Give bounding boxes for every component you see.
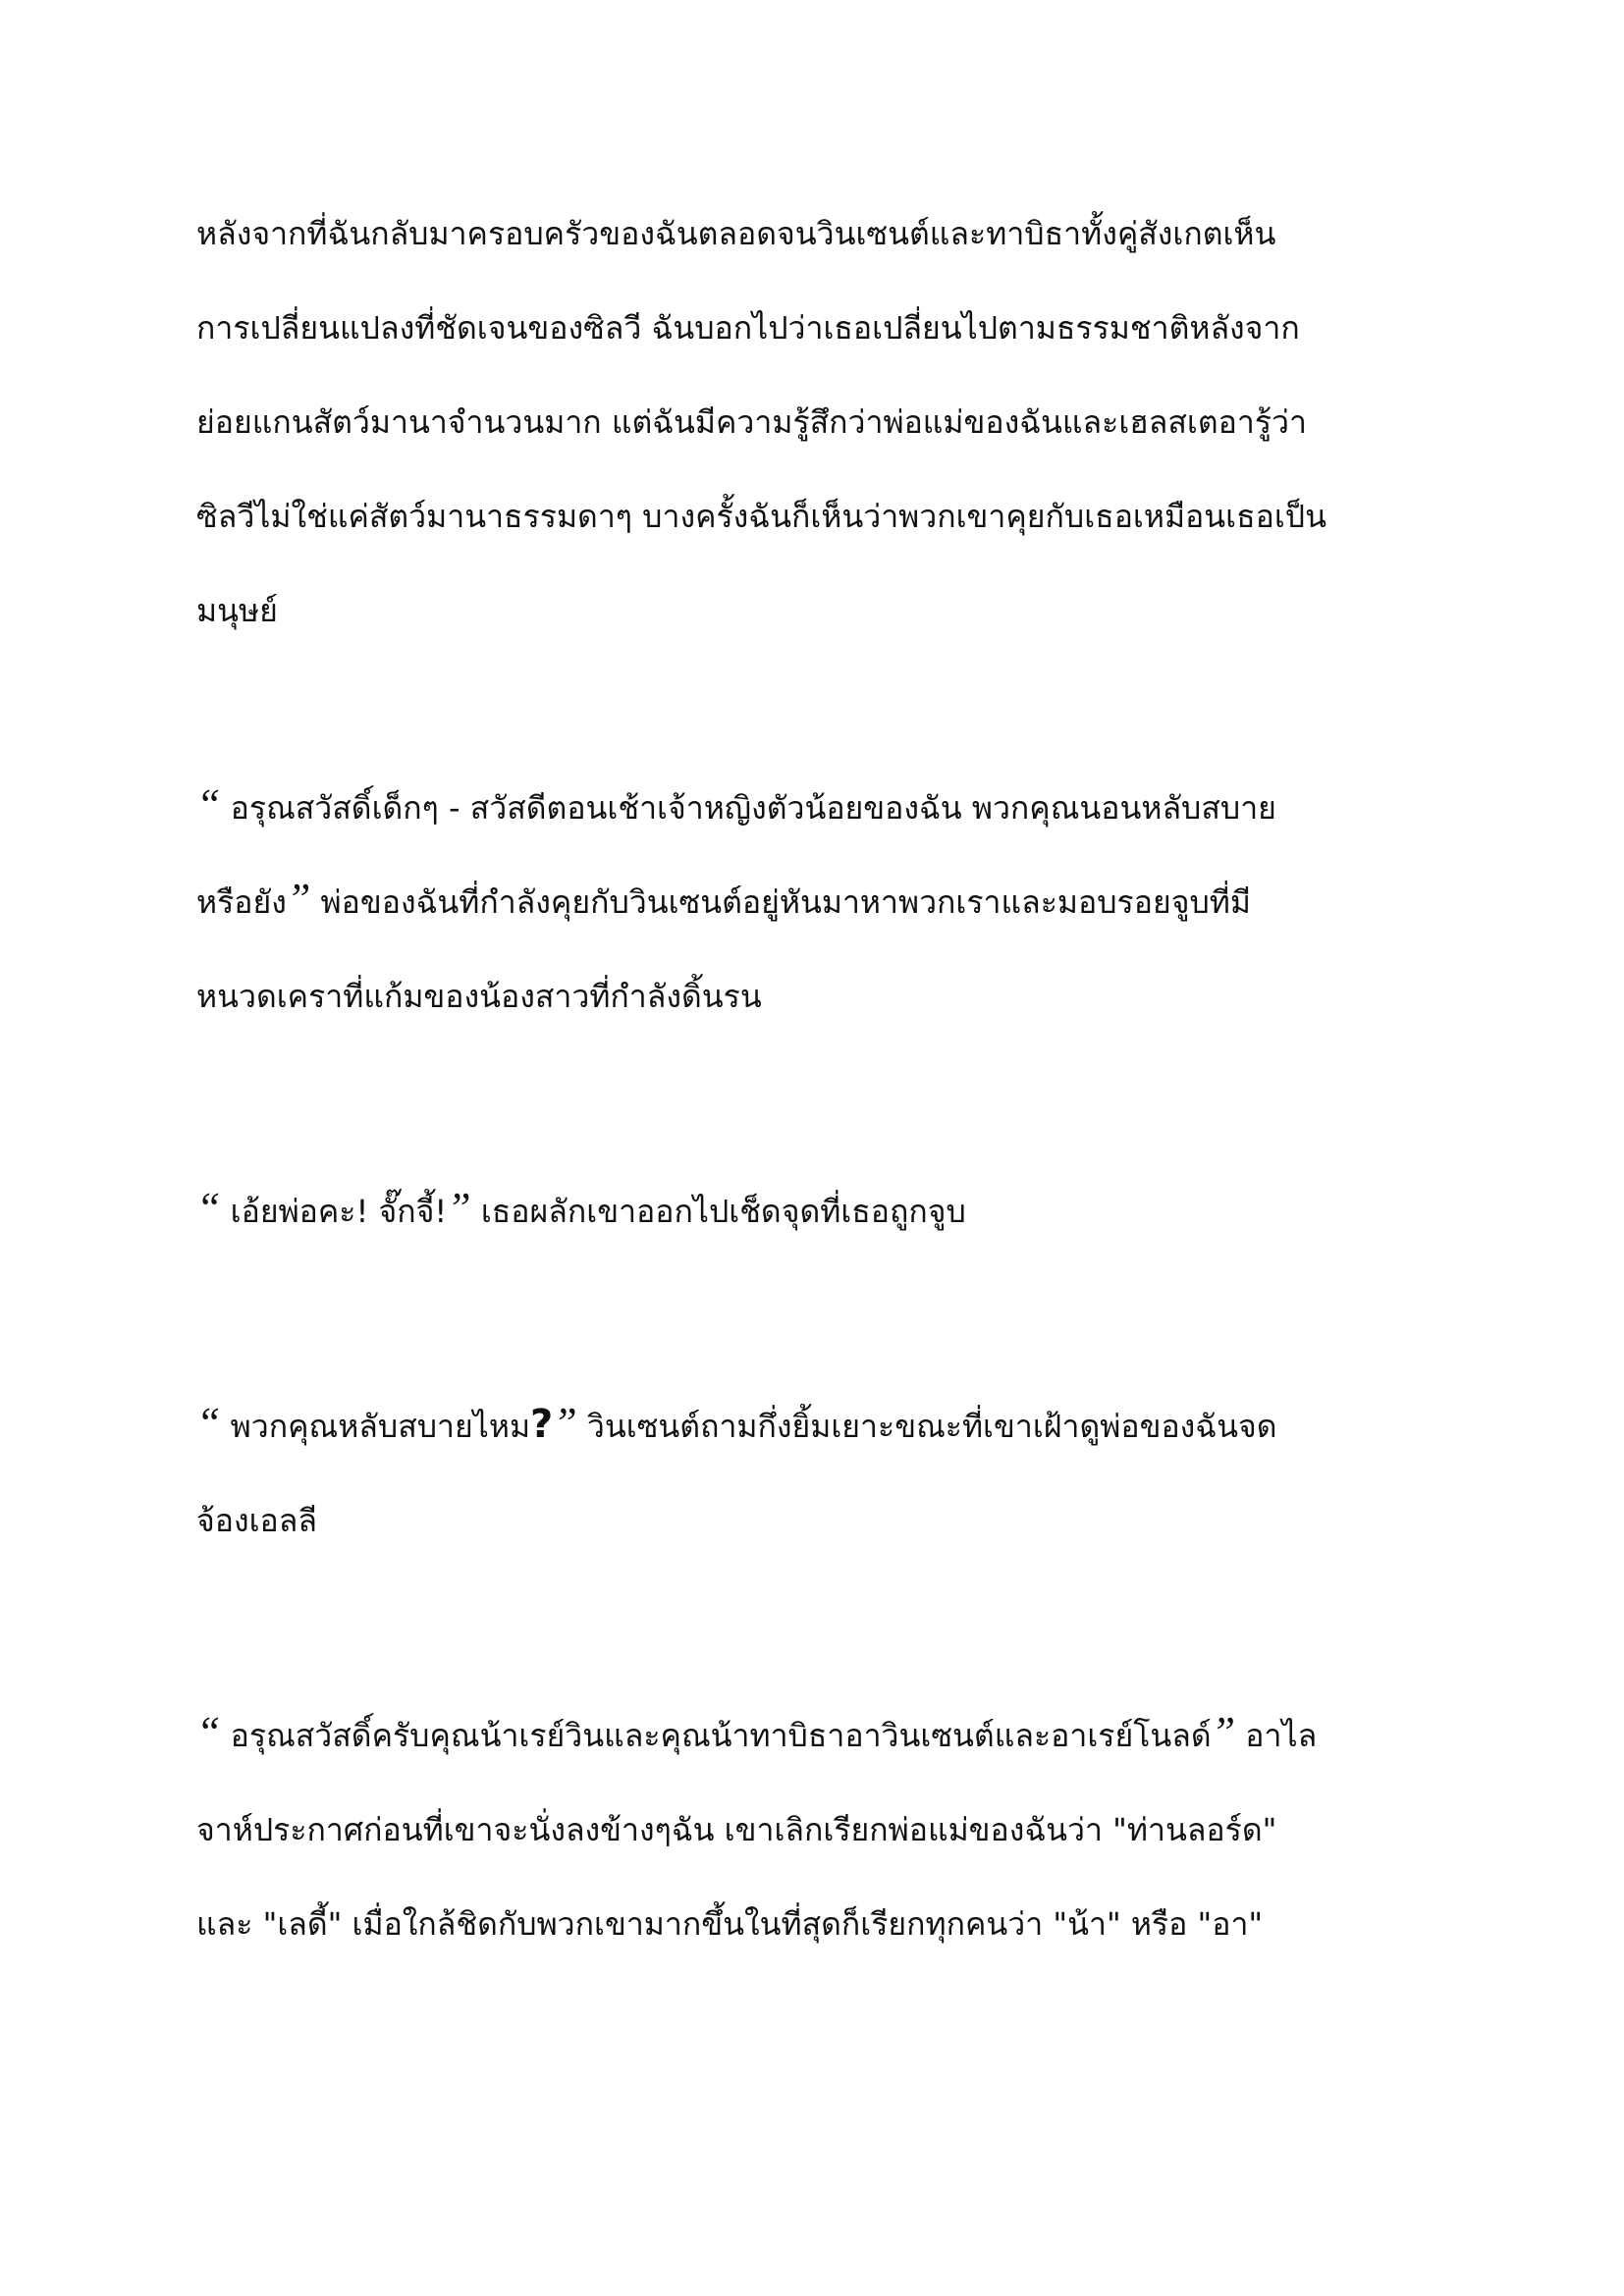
narration-text: พ่อของฉันที่กำลังคุยกับวินเซนต์อยู่หันมาหาพวกเราและมอบรอยจูบที่มี [310, 883, 1251, 921]
paragraph-dialogue-father [196, 761, 1453, 1043]
text-line: มนุษย์ [196, 592, 278, 629]
text-line: หลังจากที่ฉันกลับมาครอบครัวของฉันตลอดจนวินเซนต์และทาบิธาทั้งคู่สังเกตเห็น [196, 215, 1276, 252]
dialogue-text: หรือยัง [196, 883, 287, 921]
paragraph-dialogue-vincent [196, 1379, 1453, 1568]
question-mark: ? [530, 1402, 554, 1447]
open-quote-mark: “ [196, 1399, 221, 1447]
dialogue-text: เอ้ยพ่อคะ! จั๊กจี้! [220, 1193, 448, 1230]
text-line [196, 855, 1453, 949]
dialogue-text: อรุณสวัสดิ์ครับคุณน้าเรย์วินและคุณน้าทาบิธาอาวินเซนต์และอาเรย์โนลด์ [220, 1717, 1212, 1754]
text-line: หนวดเคราที่แก้มของน้องสาวที่กำลังดิ้นรน [196, 978, 762, 1015]
close-quote-mark: ” [286, 875, 311, 923]
text-line [196, 1379, 1453, 1473]
text-line [196, 761, 1453, 855]
close-quote-mark: ” [447, 1184, 471, 1232]
dialogue-text: อรุณสวัสดิ์เด็กๆ - สวัสดีตอนเช้าเจ้าหญิงตัวน้อยของฉัน พวกคุณนอนหลับสบาย [220, 789, 1276, 827]
text-line: การเปลี่ยนแปลงที่ชัดเจนของซิลวี ฉันบอกไปว่าเธอเปลี่ยนไปตามธรรมชาติหลังจาก [196, 309, 1300, 347]
paragraph-dialogue-ellie [196, 1164, 1453, 1258]
open-quote-mark: “ [196, 1184, 221, 1232]
paragraph-narration-1 [196, 187, 1453, 658]
paragraph-dialogue-elijah [196, 1688, 1453, 1971]
text-line [196, 1688, 1453, 1783]
text-line [196, 1164, 1453, 1258]
text-line: ซิลวีไม่ใช่แค่สัตว์มานาธรรมดาๆ บางครั้งฉันก็เห็นว่าพวกเขาคุยกับเธอเหมือนเธอเป็น [196, 498, 1326, 535]
close-quote-mark: ” [1211, 1708, 1236, 1756]
open-quote-mark: “ [196, 1708, 221, 1756]
text-line: จ้องเอลลี [196, 1502, 317, 1539]
dialogue-text: พวกคุณหลับสบายไหม [220, 1408, 531, 1445]
narration-text: วินเซนต์ถามกึ่งยิ้มเยาะขณะที่เขาเฝ้าดูพ่อของฉันจด [576, 1408, 1277, 1445]
open-quote-mark: “ [196, 780, 221, 828]
text-line: ย่อยแกนสัตว์มานาจำนวนมาก แต่ฉันมีความรู้สึกว่าพ่อแม่ของฉันและเฮลสเตอารู้ว่า [196, 403, 1307, 441]
narration-text: เธอผลักเขาออกไปเช็ดจุดที่เธอถูกจูบ [470, 1193, 966, 1230]
narration-text: อาไล [1235, 1717, 1318, 1754]
close-quote-mark: ” [553, 1399, 577, 1447]
text-line: จาห์ประกาศก่อนที่เขาจะนั่งลงข้างๆฉัน เขาเลิกเรียกพ่อแม่ของฉันว่า "ท่านลอร์ด" [196, 1811, 1277, 1848]
text-line: และ "เลดี้" เมื่อใกล้ชิดกับพวกเขามากขึ้นในที่สุดก็เรียกทุกคนว่า "น้า" หรือ "อา" [196, 1905, 1264, 1943]
